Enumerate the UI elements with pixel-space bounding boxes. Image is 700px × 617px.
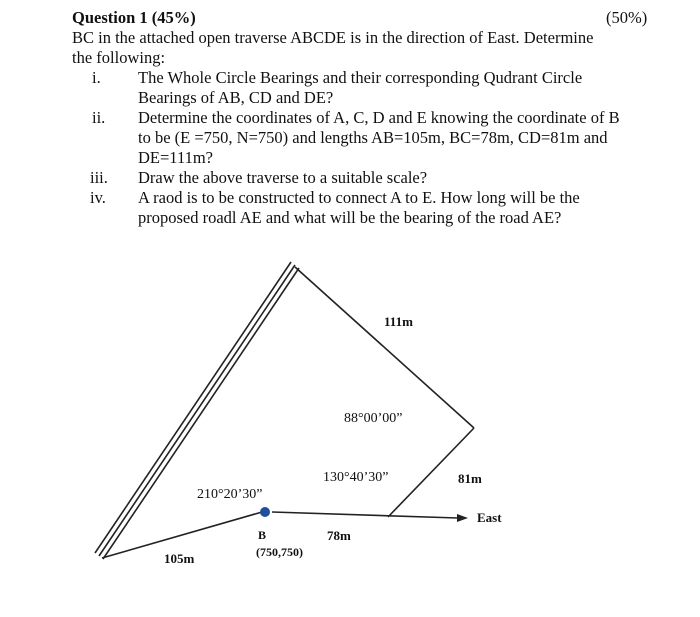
item-text: A raod is to be constructed to connect A to E. How long will be the: [138, 188, 580, 207]
item-text: Bearings of AB, CD and DE?: [138, 88, 334, 107]
east-arrowhead: [457, 514, 468, 522]
item-text: proposed roadl AE and what will be the bearing of the road AE?: [138, 208, 562, 227]
item-text: to be (E =750, N=750) and lengths AB=105m, BC=78m, CD=81m and: [138, 128, 608, 147]
angle-b-label: 210°20’30”: [197, 487, 263, 502]
angle-d-label: 88°00’00”: [344, 411, 403, 426]
item-number: ii.: [92, 108, 106, 127]
line-ed: [295, 267, 474, 428]
intro-line-2: the following:: [72, 48, 166, 67]
east-label: East: [477, 510, 502, 525]
cd-length-label: 81m: [458, 471, 482, 486]
b-coordinates-label: (750,750): [256, 545, 303, 559]
bc-length-label: 78m: [327, 528, 351, 543]
item-number: i.: [92, 68, 101, 87]
item-number: iv.: [90, 188, 106, 207]
de-length-label: 111m: [384, 314, 413, 329]
item-text: Draw the above traverse to a suitable scale?: [138, 168, 428, 187]
item-text: Determine the coordinates of A, C, D and E knowing the coordinate of B: [138, 108, 620, 127]
item-number: iii.: [90, 168, 108, 187]
point-b-marker: [260, 507, 270, 517]
line-bc-east: [272, 512, 458, 518]
item-text: The Whole Circle Bearings and their corresponding Qudrant Circle: [138, 68, 583, 87]
question-title: Question 1 (45%): [72, 8, 196, 27]
intro-line-1: BC in the attached open traverse ABCDE is in the direction of East. Determine: [72, 28, 594, 47]
ab-length-label: 105m: [164, 551, 195, 566]
point-b-label: B: [258, 528, 267, 542]
item-text: DE=111m?: [138, 148, 213, 167]
angle-c-label: 130°40’30”: [323, 470, 389, 485]
question-marks: (50%): [606, 8, 648, 27]
